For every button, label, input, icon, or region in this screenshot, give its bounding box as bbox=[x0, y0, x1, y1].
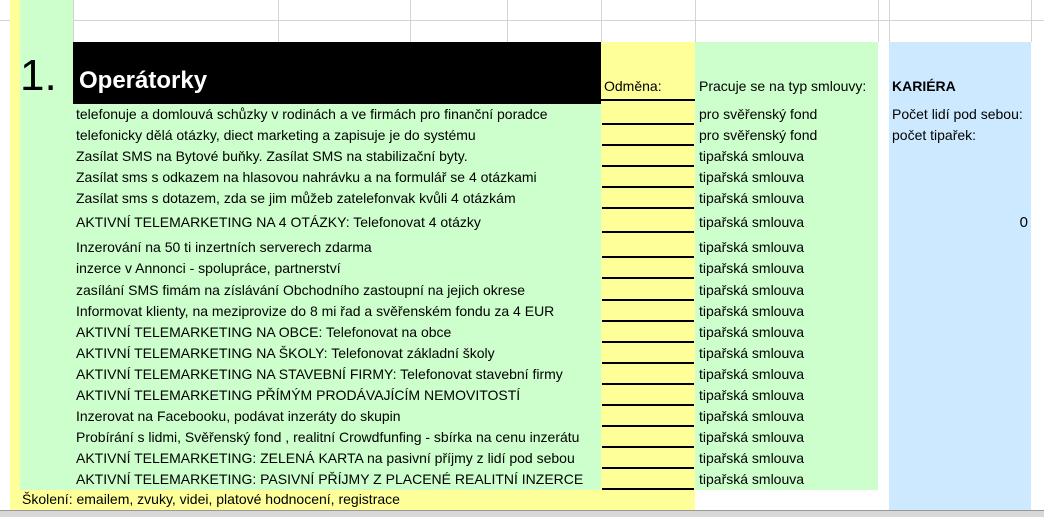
reward-column-bg bbox=[601, 42, 695, 510]
contract-cell: tipařská smlouva bbox=[699, 282, 805, 298]
reward-input-line[interactable] bbox=[602, 362, 694, 364]
task-cell: Probírání s lidmi, Svěřenský fond , realitní Crowdfunfing - sbírka na cenu inzerátu bbox=[76, 429, 580, 445]
training-note: Školení: emailem, zvuky, videi, platové hodnocení, registrace bbox=[22, 491, 400, 507]
reward-input-line[interactable] bbox=[602, 467, 694, 469]
gridline bbox=[410, 0, 411, 42]
reward-input-line[interactable] bbox=[602, 404, 694, 406]
reward-input-line[interactable] bbox=[602, 383, 694, 385]
reward-input-line[interactable] bbox=[602, 341, 694, 343]
task-cell: Zasílat SMS na Bytové buňky. Zasílat SMS na stabilizační byty. bbox=[76, 148, 468, 164]
contract-cell: tipařská smlouva bbox=[699, 471, 805, 487]
task-cell: inzerce v Annonci - spolupráce, partnerství bbox=[76, 260, 341, 276]
gridline bbox=[695, 0, 696, 42]
reward-input-line[interactable] bbox=[602, 186, 694, 188]
task-cell: AKTIVNÍ TELEMARKETING NA 4 OTÁZKY: Telefonovat 4 otázky bbox=[76, 214, 481, 230]
reward-header: Odměna: bbox=[604, 78, 662, 94]
gridline bbox=[878, 0, 879, 42]
gridline bbox=[278, 0, 279, 42]
contract-cell: tipařská smlouva bbox=[699, 214, 805, 230]
reward-input-line[interactable] bbox=[602, 144, 694, 146]
contract-cell: tipařská smlouva bbox=[699, 190, 805, 206]
left-yellow-strip bbox=[10, 0, 20, 490]
reward-input-line[interactable] bbox=[602, 320, 694, 322]
reward-input-line[interactable] bbox=[602, 231, 694, 233]
reward-input-line[interactable] bbox=[602, 256, 694, 258]
task-cell: Zasílat sms s odkazem na hlasovou nahrávku a na formulář se 4 otázkami bbox=[76, 169, 537, 185]
task-cell: AKTIVNÍ TELEMARKETING NA ŠKOLY: Telefonovat základní školy bbox=[76, 345, 495, 361]
contract-cell: tipařská smlouva bbox=[699, 239, 805, 255]
task-cell: Zasílat sms s dotazem, zda se jim můžeb zatelefonvak kvůli 4 otázkám bbox=[76, 190, 516, 206]
task-cell: AKTIVNÍ TELEMARKETING NA STAVEBNÍ FIRMY: Telefonovat stavební firmy bbox=[76, 366, 563, 382]
reward-input-line[interactable] bbox=[602, 425, 694, 427]
career-line-tipsters: počet tipařek: bbox=[892, 127, 977, 143]
contract-cell: tipařská smlouva bbox=[699, 345, 805, 361]
task-cell: AKTIVNÍ TELEMARKETING: ZELENÁ KARTA na pasivní příjmy z lidí pod sebou bbox=[76, 450, 575, 466]
section-number: 1. bbox=[20, 51, 57, 100]
contract-cell: tipařská smlouva bbox=[699, 366, 805, 382]
contract-header: Pracuje se na typ smlouvy: bbox=[699, 78, 867, 94]
contract-cell: tipařská smlouva bbox=[699, 324, 805, 340]
reward-input-line[interactable] bbox=[602, 123, 694, 125]
contract-cell: tipařská smlouva bbox=[699, 387, 805, 403]
contract-cell: pro svěřenský fond bbox=[699, 106, 818, 122]
grid-header-area bbox=[0, 0, 1044, 42]
gridline bbox=[0, 20, 1044, 21]
contract-cell: tipařská smlouva bbox=[699, 450, 805, 466]
task-cell: Inzerovat na Facebooku, podávat inzeráty do skupin bbox=[76, 408, 401, 424]
contract-cell: tipařská smlouva bbox=[699, 303, 805, 319]
task-cell: zasílání SMS fimám na zíslávání Obchodního zastoupní na jejich okrese bbox=[76, 282, 526, 298]
reward-input-line[interactable] bbox=[602, 446, 694, 448]
reward-header-underline bbox=[601, 99, 695, 101]
reward-input-line[interactable] bbox=[602, 277, 694, 279]
task-cell: telefonuje a domlouvá schůzky v rodinách a ve firmách pro finanční poradce bbox=[76, 106, 548, 122]
contract-cell: tipařská smlouva bbox=[699, 429, 805, 445]
reward-input-line[interactable] bbox=[602, 488, 694, 490]
gridline bbox=[1031, 0, 1032, 42]
career-value: 0 bbox=[1019, 214, 1028, 231]
task-cell: AKTIVNÍ TELEMARKETING NA OBCE: Telefonovat na obce bbox=[76, 324, 452, 340]
reward-input-line[interactable] bbox=[602, 165, 694, 167]
reward-input-line[interactable] bbox=[602, 207, 694, 209]
contract-cell: tipařská smlouva bbox=[699, 148, 805, 164]
reward-input-line[interactable] bbox=[602, 299, 694, 301]
task-cell: Informovat klienty, na meziprovize do 8 mi řad a svěřenském fondu za 4 EUR bbox=[76, 303, 555, 319]
contract-cell: tipařská smlouva bbox=[699, 169, 805, 185]
gridline bbox=[889, 0, 890, 42]
contract-cell: tipařská smlouva bbox=[699, 408, 805, 424]
gridline bbox=[601, 0, 602, 42]
contract-cell: pro svěřenský fond bbox=[699, 127, 818, 143]
task-cell: Inzerování na 50 ti inzertních serverech zdarma bbox=[76, 239, 372, 255]
task-cell: AKTIVNÍ TELEMARKETING PŘÍMÝM PRODÁVAJÍCÍM NEMOVITOSTÍ bbox=[76, 387, 521, 403]
task-cell: AKTIVNÍ TELEMARKETING: PASIVNÍ PŘÍJMY Z PLACENÉ REALITNÍ INZERCE bbox=[76, 471, 584, 487]
contract-cell: tipařská smlouva bbox=[699, 260, 805, 276]
section-title: Operátorky bbox=[79, 67, 208, 94]
career-line-subordinates: Počet lidí pod sebou: bbox=[892, 106, 1023, 122]
career-header: KARIÉRA bbox=[892, 78, 956, 94]
gridline bbox=[507, 0, 508, 42]
task-cell: telefonicky dělá otázky, diect marketing a zapisuje je do systému bbox=[76, 127, 476, 143]
gridline bbox=[73, 0, 74, 42]
